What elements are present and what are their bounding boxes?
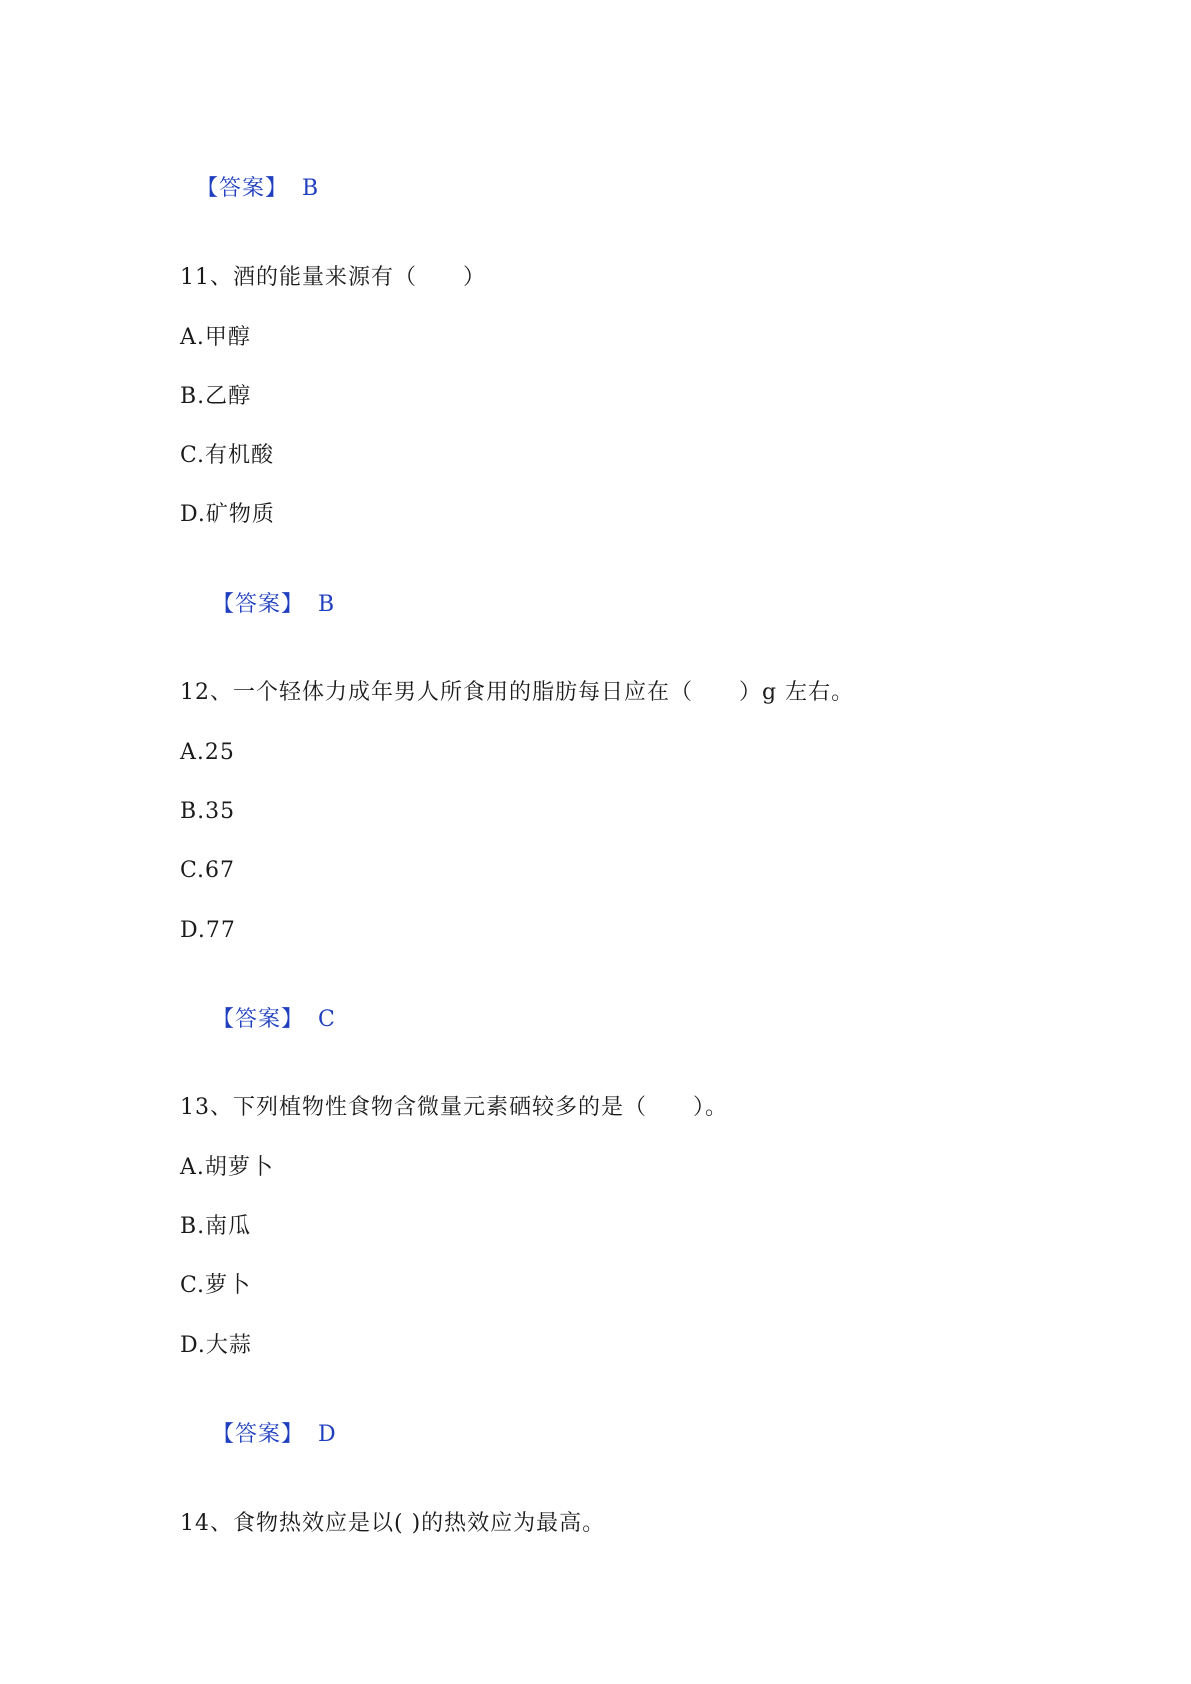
answer-line	[180, 560, 335, 650]
option-c: C.67	[180, 858, 236, 883]
option-a: A.25	[180, 740, 235, 765]
answer-label: 【答案】	[211, 1007, 304, 1032]
question-stem: 12、一个轻体力成年男人所食用的脂肪每日应在（ ）g 左右。	[180, 680, 855, 705]
answer-line	[180, 144, 319, 204]
option-b: B.乙醇	[180, 384, 252, 409]
answer-value: C	[318, 1007, 336, 1032]
question-stem: 13、下列植物性食物含微量元素硒较多的是（ ）。	[180, 1095, 728, 1120]
option-c: C.有机酸	[180, 443, 275, 468]
option-d: D.矿物质	[180, 502, 275, 527]
answer-value: D	[318, 1422, 337, 1447]
answer-line	[180, 1390, 337, 1480]
option-d: D.77	[180, 918, 236, 943]
answer-line	[180, 975, 336, 1065]
option-d: D.大蒜	[180, 1333, 252, 1358]
answer-value: B	[318, 592, 336, 617]
answer-label: 【答案】	[196, 176, 289, 201]
option-b: B.35	[180, 799, 236, 824]
option-a: A.胡萝卜	[180, 1155, 274, 1180]
option-b: B.南瓜	[180, 1214, 252, 1239]
question-stem: 14、食物热效应是以( )的热效应为最高。	[180, 1511, 606, 1536]
option-a: A.甲醇	[180, 325, 251, 350]
answer-value: B	[302, 176, 320, 201]
answer-label: 【答案】	[211, 1422, 304, 1447]
answer-label: 【答案】	[211, 592, 304, 617]
question-stem: 11、酒的能量来源有（ ）	[180, 265, 486, 290]
option-c: C.萝卜	[180, 1273, 252, 1298]
